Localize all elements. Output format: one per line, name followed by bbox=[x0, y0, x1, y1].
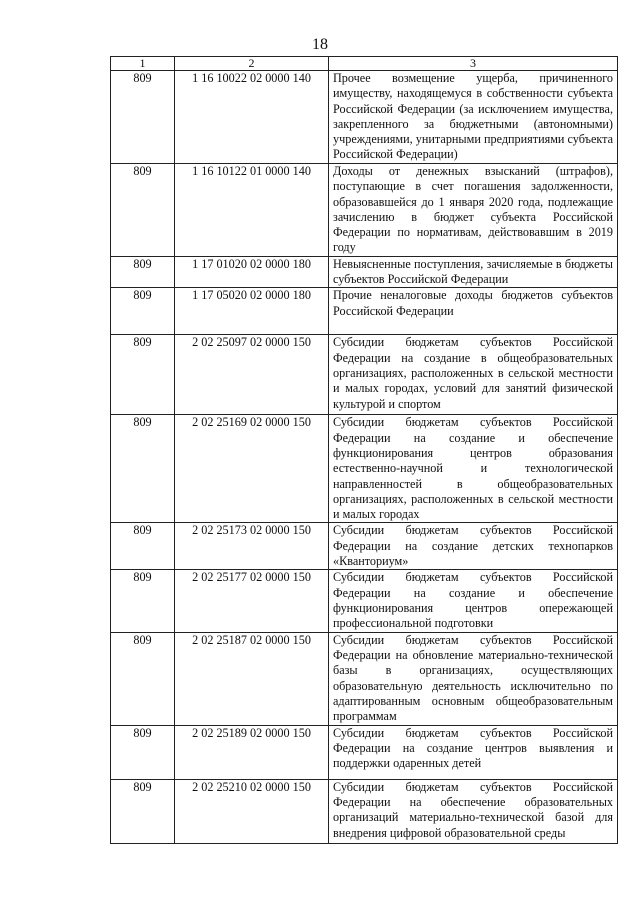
revenue-code-cell: 2 02 25187 02 0000 150 bbox=[175, 632, 329, 725]
revenue-code-cell: 1 16 10022 02 0000 140 bbox=[175, 71, 329, 164]
description-cell: Субсидии бюджетам субъектов Российской Федерации на создание и обеспечение функционирования центров опережающей профессиональной подготовки bbox=[329, 570, 618, 632]
revenue-code-cell: 2 02 25177 02 0000 150 bbox=[175, 570, 329, 632]
page-number: 18 bbox=[312, 36, 328, 53]
description-cell: Субсидии бюджетам субъектов Российской Федерации на создание и обеспечение функционирования центров образования естественно-научной и технологической направленностей в общеобразовательных организациях, расположенных в сельской местности и малых городах bbox=[329, 415, 618, 523]
table-row bbox=[111, 523, 618, 570]
revenue-code-cell: 1 17 01020 02 0000 180 bbox=[175, 256, 329, 288]
description-cell: Субсидии бюджетам субъектов Российской Федерации на обеспечение образовательных организаций материально-технической базой для внедрения цифровой образовательной среды bbox=[329, 779, 618, 843]
table-row bbox=[111, 335, 618, 415]
table-row bbox=[111, 415, 618, 523]
description-cell: Субсидии бюджетам субъектов Российской Федерации на создание детских технопарков «Кванториум» bbox=[329, 523, 618, 570]
admin-code-cell: 809 bbox=[111, 779, 175, 843]
admin-code-cell: 809 bbox=[111, 335, 175, 415]
admin-code-cell: 809 bbox=[111, 632, 175, 725]
header-col-1: 1 bbox=[111, 57, 175, 71]
description-cell: Невыясненные поступления, зачисляемые в бюджеты субъектов Российской Федерации bbox=[329, 256, 618, 288]
header-col-3: 3 bbox=[329, 57, 618, 71]
revenue-code-cell: 2 02 25097 02 0000 150 bbox=[175, 335, 329, 415]
description-cell: Субсидии бюджетам субъектов Российской Федерации на создание центров выявления и поддержки одаренных детей bbox=[329, 725, 618, 779]
admin-code-cell: 809 bbox=[111, 164, 175, 257]
table-header-row bbox=[111, 57, 618, 71]
description-cell: Доходы от денежных взысканий (штрафов), поступающие в счет погашения задолженности, образовавшейся до 1 января 2020 года, подлежащие зачислению в бюджет субъекта Российской Федерации по нормативам, действовавшим в 2019 году bbox=[329, 164, 618, 257]
revenue-code-cell: 1 16 10122 01 0000 140 bbox=[175, 164, 329, 257]
admin-code-cell: 809 bbox=[111, 256, 175, 288]
table-row bbox=[111, 164, 618, 257]
admin-code-cell: 809 bbox=[111, 570, 175, 632]
admin-code-cell: 809 bbox=[111, 415, 175, 523]
revenue-code-cell: 2 02 25169 02 0000 150 bbox=[175, 415, 329, 523]
table-row bbox=[111, 779, 618, 843]
table-row bbox=[111, 725, 618, 779]
admin-code-cell: 809 bbox=[111, 523, 175, 570]
revenue-codes-table bbox=[110, 56, 618, 844]
table-row bbox=[111, 632, 618, 725]
table-row bbox=[111, 71, 618, 164]
revenue-code-cell: 1 17 05020 02 0000 180 bbox=[175, 288, 329, 335]
description-cell: Субсидии бюджетам субъектов Российской Федерации на создание в общеобразовательных организациях, расположенных в сельской местности и малых городах, условий для занятий физической культурой и спортом bbox=[329, 335, 618, 415]
description-cell: Прочее возмещение ущерба, причиненного имуществу, находящемуся в собственности субъекта Российской Федерации (за исключением имущества, закрепленного за бюджетными (автономными) учреждениями, унитарными предприятиями субъекта Российской Федерации) bbox=[329, 71, 618, 164]
description-cell: Субсидии бюджетам субъектов Российской Федерации на обновление материально-технической базы в организациях, осуществляющих образовательную деятельность исключительно по адаптированным основным общеобразовательным программам bbox=[329, 632, 618, 725]
revenue-code-cell: 2 02 25210 02 0000 150 bbox=[175, 779, 329, 843]
revenue-code-cell: 2 02 25173 02 0000 150 bbox=[175, 523, 329, 570]
admin-code-cell: 809 bbox=[111, 725, 175, 779]
description-cell: Прочие неналоговые доходы бюджетов субъектов Российской Федерации bbox=[329, 288, 618, 335]
revenue-code-cell: 2 02 25189 02 0000 150 bbox=[175, 725, 329, 779]
header-col-2: 2 bbox=[175, 57, 329, 71]
admin-code-cell: 809 bbox=[111, 288, 175, 335]
table-row bbox=[111, 570, 618, 632]
admin-code-cell: 809 bbox=[111, 71, 175, 164]
table-row bbox=[111, 288, 618, 335]
table-row bbox=[111, 256, 618, 288]
